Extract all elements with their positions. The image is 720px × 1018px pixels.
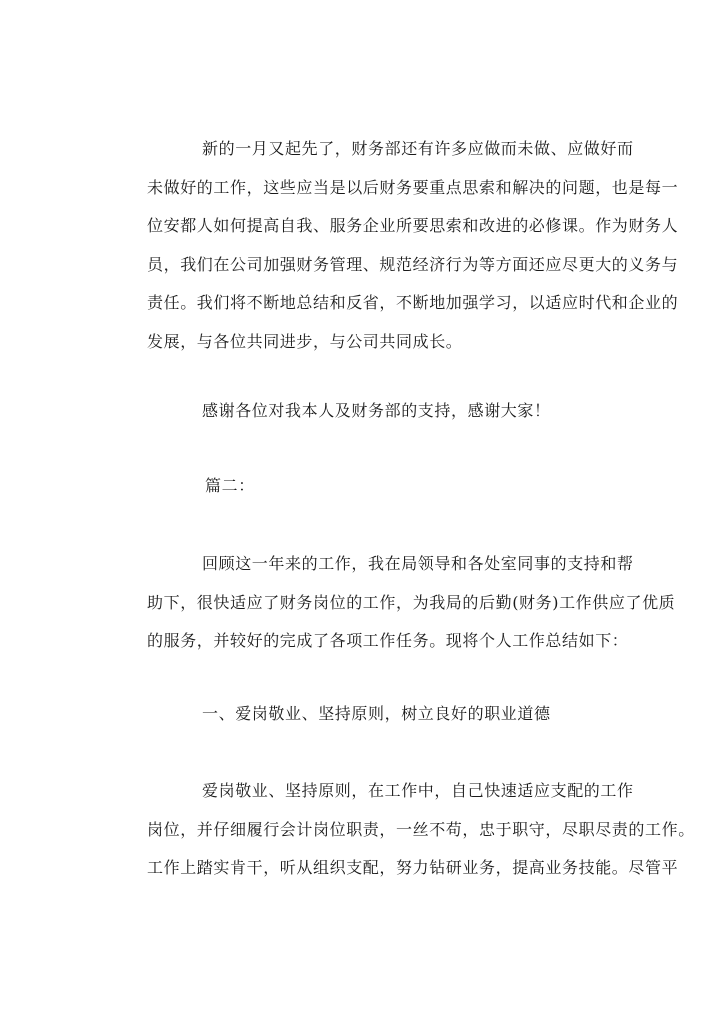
paragraph-line: 员，我们在公司加强财务管理、规范经济行为等方面还应尽更大的义务与 <box>147 254 679 274</box>
paragraph-line: 新的一月又起先了，财务部还有许多应做而未做、应做好而 <box>202 139 634 158</box>
section-label: 篇二： <box>205 476 255 495</box>
paragraph-line: 位安都人如何提高自我、服务企业所要思索和改进的必修课。作为财务人 <box>147 216 679 235</box>
paragraph-line: 发展，与各位共同进步，与公司共同成长。 <box>147 331 463 351</box>
paragraph-3 <box>147 772 695 888</box>
paragraph-line: 未做好的工作，这些应当是以后财务要重点思索和解决的问题，也是每一 <box>147 177 679 197</box>
paragraph-line: 助下，很快适应了财务岗位的工作，为我局的后勤(财务)工作供应了优质 <box>147 592 676 612</box>
paragraph-line: 爱岗敬业、坚持原则，在工作中，自己快速适应支配的工作 <box>202 781 634 800</box>
paragraph-line: 岗位，并仔细履行会计岗位职责，一丝不苟，忠于职守，尽职尽责的工作。 <box>147 819 695 839</box>
thanks-line: 感谢各位对我本人及财务部的支持，感谢大家！ <box>202 401 551 420</box>
section-heading: 一、爱岗敬业、坚持原则，树立良好的职业道德 <box>202 704 551 723</box>
paragraph-2 <box>147 545 676 661</box>
paragraph-line: 责任。我们将不断地总结和反省，不断地加强学习，以适应时代和企业的 <box>147 293 679 312</box>
paragraph-line: 回顾这一年来的工作，我在局领导和各处室同事的支持和帮 <box>202 554 634 573</box>
paragraph-line: 工作上踏实肯干，听从组织支配，努力钻研业务，提高业务技能。尽管平 <box>147 858 679 877</box>
paragraph-1 <box>147 130 679 361</box>
paragraph-line: 的服务，并较好的完成了各项工作任务。现将个人工作总结如下： <box>147 631 629 650</box>
